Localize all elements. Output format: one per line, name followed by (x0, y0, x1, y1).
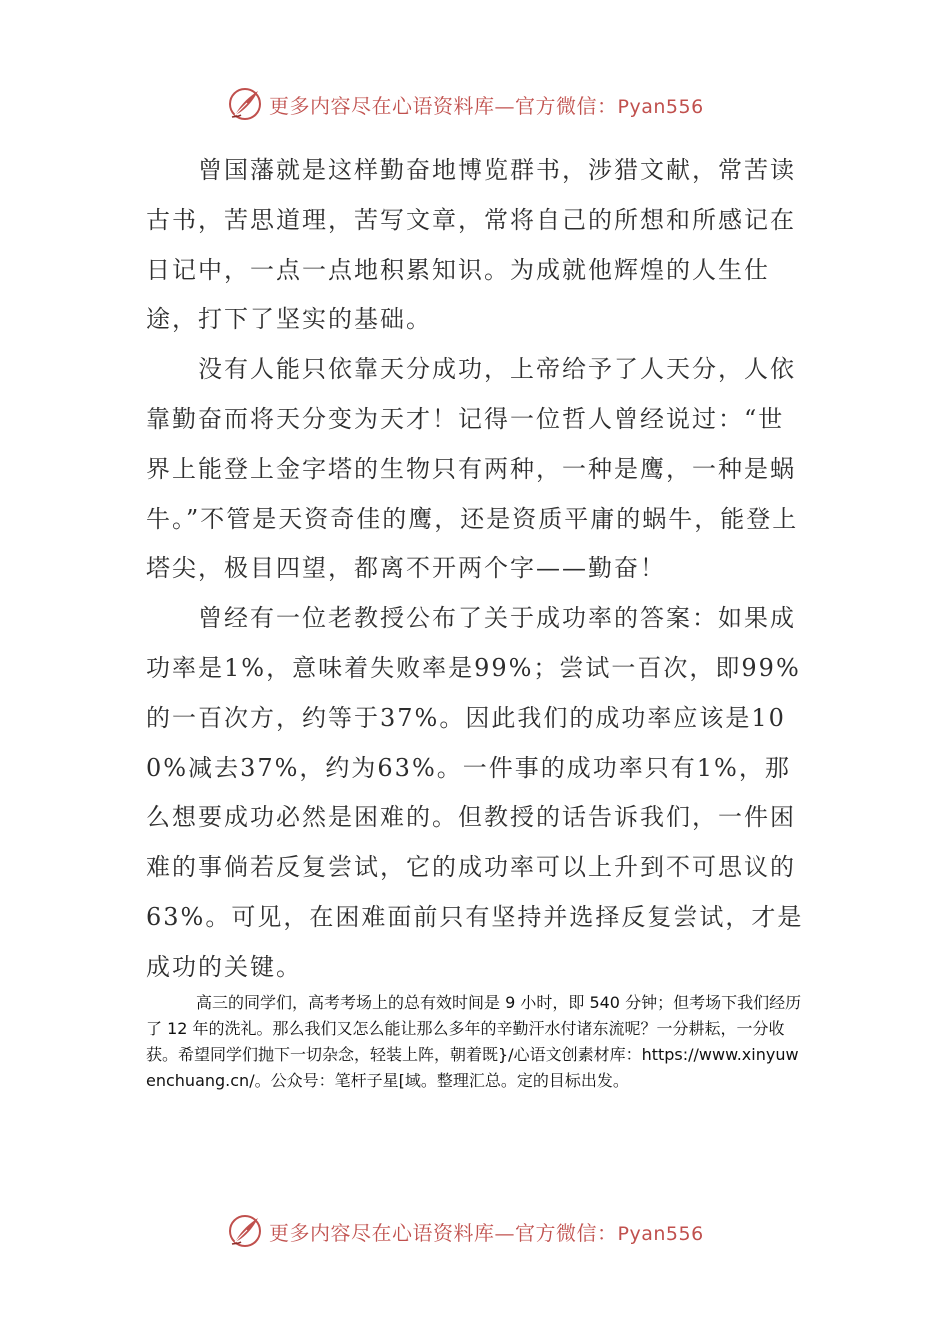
banner-label: 更多内容尽在心语资料库—官方微信： (269, 93, 618, 118)
paragraph-1: 曾国藩就是这样勤奋地博览群书，涉猎文献，常苦读古书，苦思道理，苦写文章，常将自己的所想和所感记在日记中，一点一点地积累知识。为成就他辉煌的人生仕途，打下了坚实的基础。 (146, 156, 796, 334)
header-banner (227, 84, 747, 124)
closing-note: 高三的同学们，高考考场上的总有效时间是 9 小时，即 540 分钟；但考场下我们经历了 12 年的洗礼。那么我们又怎么能让那么多年的辛勤汗水付诸东流呢？一分耕耘，一分收获。希望同学们抛下一切杂念，轻装上阵，朝着既}/心语文创素材库：https://www.xinyuwenchuang.cn/。公众号：笔杆子星[域。整理汇总。定的目标出发。 (146, 993, 802, 1090)
paragraph-3: 曾经有一位老教授公布了关于成功率的答案：如果成功率是1%，意味着失败率是99%；尝试一百次，即99%的一百次方，约等于37%。因此我们的成功率应该是100%减去37%，约为63%。一件事的成功率只有1%，那么想要成功必然是困难的。但教授的话告诉我们，一件困难的事倘若反复尝试，它的成功率可以上升到不可思议的63%。可见，在困难面前只有坚持并选择反复尝试，才是成功的关键。 (146, 604, 804, 981)
wechat-handle: Pyan556 (617, 1222, 704, 1245)
banner-text (269, 90, 704, 119)
banner-text (269, 1217, 704, 1246)
quill-pen-logo-icon (227, 1213, 263, 1249)
wechat-handle: Pyan556 (617, 95, 704, 118)
article-body (146, 146, 806, 993)
footer-banner (227, 1211, 747, 1251)
banner-label: 更多内容尽在心语资料库—官方微信： (269, 1220, 618, 1245)
paragraph-2: 没有人能只依靠天分成功，上帝给予了人天分，人依靠勤奋而将天分变为天才！记得一位哲人曾经说过：“世界上能登上金字塔的生物只有两种，一种是鹰，一种是蜗牛。”不管是天资奇佳的鹰，还是资质平庸的蜗牛，能登上塔尖，极目四望，都离不开两个字——勤奋！ (146, 355, 799, 583)
quill-pen-logo-icon (227, 86, 263, 122)
